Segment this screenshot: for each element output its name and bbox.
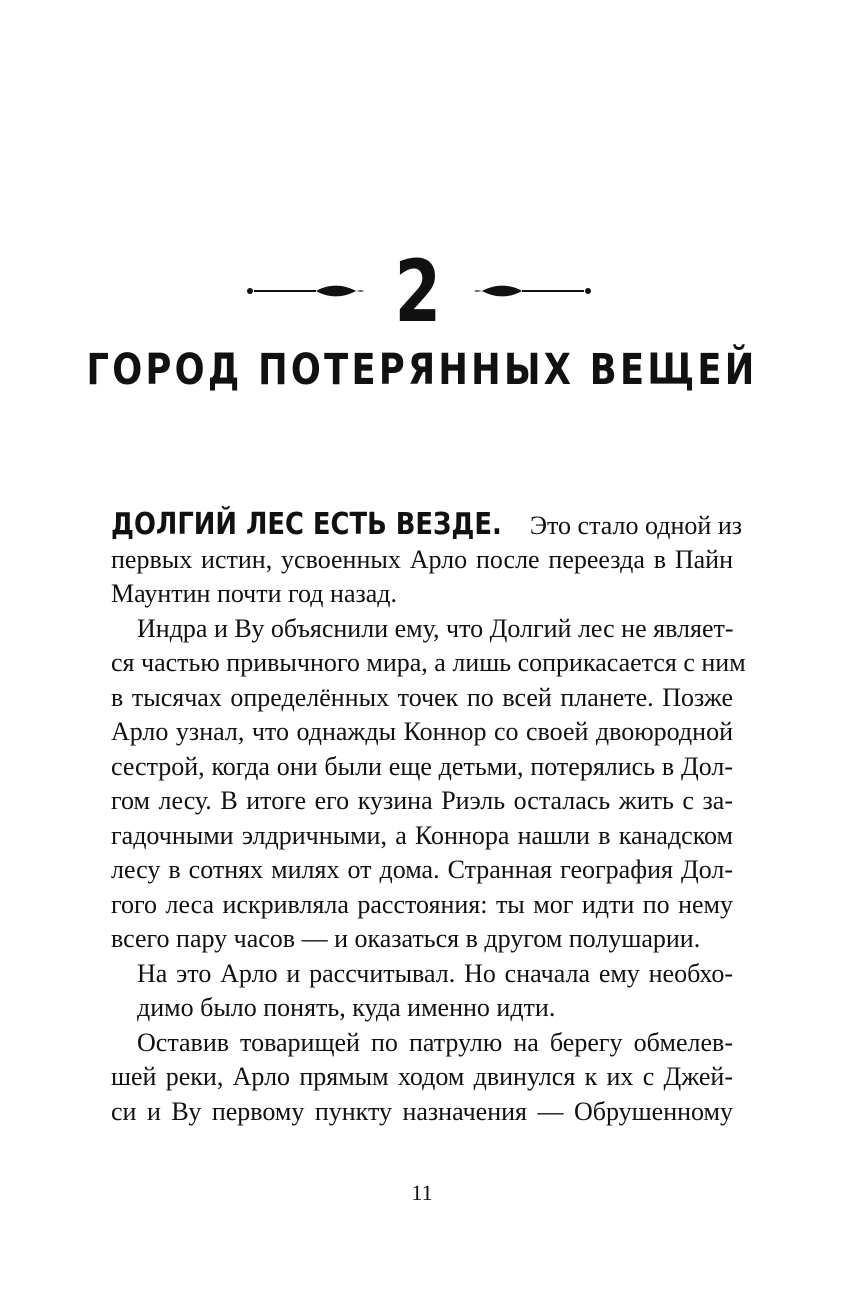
chapter-number: 2 bbox=[394, 242, 440, 342]
text-line: си и Ву первому пункту назначения — Обрушенному bbox=[111, 1096, 733, 1126]
right-ornament-icon bbox=[472, 280, 592, 302]
text-line: димо было понять, куда именно идти. bbox=[137, 993, 556, 1022]
text-line-rest: Это стало одной из bbox=[529, 511, 742, 540]
text-line: ся частью привычного мира, а лишь соприкасается с ним bbox=[111, 648, 746, 677]
lead-caps: ДОЛГИЙ ЛЕС ЕСТЬ ВЕЗДЕ. bbox=[111, 507, 502, 542]
text-line: Маунтин почти год назад. bbox=[111, 579, 398, 608]
chapter-heading bbox=[0, 242, 844, 342]
left-ornament-icon bbox=[246, 280, 366, 302]
text-line: Арло узнал, что однажды Коннор со своей двоюродной bbox=[111, 717, 733, 746]
text-line bbox=[111, 507, 742, 543]
chapter-title: ГОРОД ПОТЕРЯННЫХ ВЕЩЕЙ bbox=[86, 345, 758, 395]
text-line: лесу в сотнях милях от дома. Странная география Дол- bbox=[111, 855, 733, 884]
text-line: сестрой, когда они были еще детьми, потерялись в Дол- bbox=[111, 751, 733, 781]
body-text bbox=[111, 507, 746, 1129]
page-number: 11 bbox=[411, 1180, 433, 1205]
text-line: Оставив товарищей по патрулю на берегу обмелев- bbox=[137, 1027, 733, 1057]
text-line: в тысячах определённых точек по всей планете. Позже bbox=[111, 682, 733, 712]
text-line: гом лесу. В итоге его кузина Риэль осталась жить с за- bbox=[111, 786, 733, 815]
text-line: На это Арло и рассчитывал. Но сначала ему необхо- bbox=[137, 958, 733, 988]
text-line: Индра и Ву объяснили ему, что Долгий лес не являет- bbox=[137, 613, 734, 643]
text-line: первых истин, усвоенных Арло после переезда в Пайн bbox=[111, 544, 733, 574]
text-line: гого леса искривляла расстояния: ты мог идти по нему bbox=[111, 889, 733, 919]
text-line: гадочными элдричными, а Коннора нашли в канадском bbox=[111, 820, 733, 850]
text-line: шей реки, Арло прямым ходом двинулся к их с Джей- bbox=[111, 1062, 733, 1091]
text-line: всего пару часов — и оказаться в другом полушарии. bbox=[111, 924, 701, 953]
